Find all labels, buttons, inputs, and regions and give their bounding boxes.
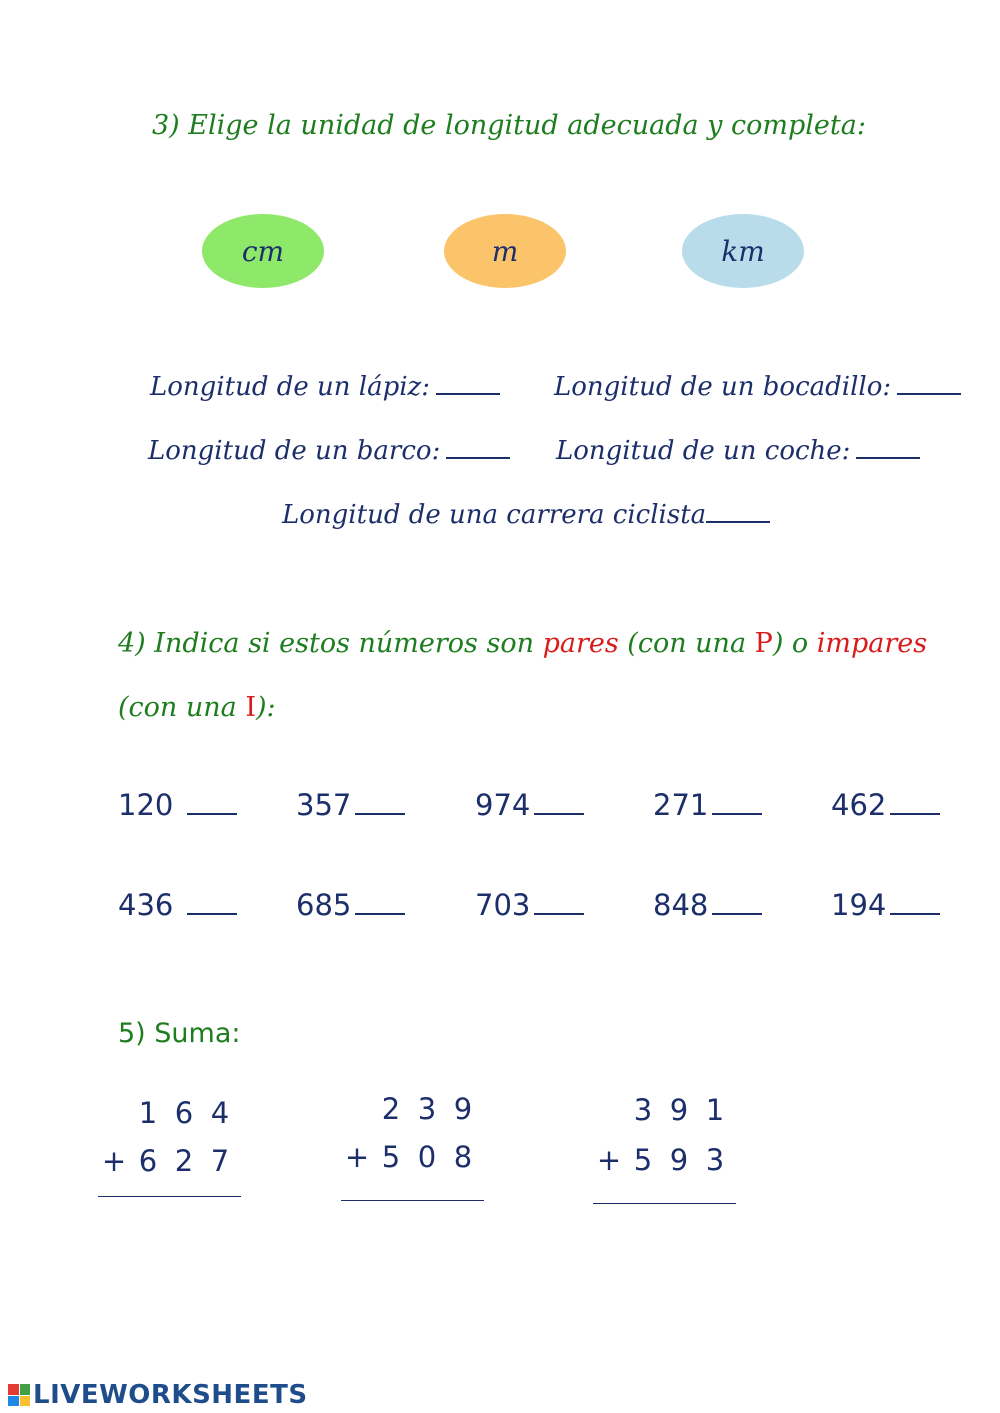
number-value: 703 — [475, 888, 531, 922]
sentence-carrera-text: Longitud de una carrera ciclista — [282, 500, 707, 530]
digit: 6 — [174, 1096, 194, 1130]
plus-sign: + — [344, 1140, 370, 1174]
number-value: 685 — [296, 888, 352, 922]
digit: 3 — [705, 1143, 725, 1177]
digit: 6 — [138, 1144, 158, 1178]
parity-blank[interactable] — [534, 811, 584, 815]
sum-problem-2 — [341, 1092, 491, 1206]
sentence-coche-text: Longitud de un coche: — [556, 436, 851, 466]
parity-blank[interactable] — [534, 911, 584, 915]
answer-blank-carrera[interactable] — [706, 519, 770, 523]
parity-blank[interactable] — [712, 811, 762, 815]
section4-heading-text2: (con una — [618, 628, 755, 659]
digit: 5 — [381, 1140, 401, 1174]
unit-cm-option[interactable] — [202, 214, 324, 288]
digit: 3 — [633, 1093, 653, 1127]
number-item — [118, 788, 237, 822]
sentence-lapiz — [150, 372, 500, 402]
digit: 8 — [453, 1140, 473, 1174]
digit: 7 — [210, 1144, 230, 1178]
sum-top-row — [130, 1096, 238, 1136]
parity-blank[interactable] — [355, 811, 405, 815]
section4-heading-line2 — [118, 692, 276, 723]
sentence-barco — [148, 436, 510, 466]
sentence-bocadillo — [554, 372, 961, 402]
letter-i: I — [245, 692, 257, 723]
sentence-carrera — [282, 500, 770, 530]
answer-blank-barco[interactable] — [446, 455, 510, 459]
sentence-lapiz-text: Longitud de un lápiz: — [150, 372, 431, 402]
parity-blank[interactable] — [890, 811, 940, 815]
section4-heading-text4: (con una — [118, 692, 246, 723]
brand-name: LIVEWORKSHEETS — [33, 1380, 308, 1410]
number-value: 120 — [118, 788, 174, 822]
sentence-barco-text: Longitud de un barco: — [148, 436, 441, 466]
unit-km-option[interactable] — [682, 214, 804, 288]
number-item — [296, 788, 405, 822]
digit: 3 — [417, 1092, 437, 1126]
unit-cm-label: cm — [241, 234, 285, 268]
sum-result-line[interactable] — [341, 1200, 484, 1201]
sum-bottom-row — [98, 1144, 238, 1184]
plus-sign: + — [101, 1144, 127, 1178]
parity-blank[interactable] — [712, 911, 762, 915]
number-item — [475, 888, 584, 922]
digit: 4 — [210, 1096, 230, 1130]
impares-word: impares — [816, 628, 928, 659]
sentence-coche — [556, 436, 920, 466]
sum-problem-1 — [98, 1096, 248, 1206]
sum-top-row — [373, 1092, 481, 1132]
number-value: 848 — [653, 888, 709, 922]
digit: 1 — [705, 1093, 725, 1127]
digit: 1 — [138, 1096, 158, 1130]
digit: 2 — [174, 1144, 194, 1178]
letter-p: P — [754, 628, 773, 659]
numbers-row-1 — [118, 788, 948, 828]
number-value: 974 — [475, 788, 531, 822]
answer-blank-lapiz[interactable] — [436, 391, 500, 395]
section4-heading-text3: ) o — [772, 628, 817, 659]
number-value: 436 — [118, 888, 174, 922]
sum-top-row — [625, 1093, 733, 1133]
section3-heading: 3) Elige la unidad de longitud adecuada y completa: — [152, 110, 866, 141]
digit: 5 — [633, 1143, 653, 1177]
number-value: 462 — [831, 788, 887, 822]
sentence-bocadillo-text: Longitud de un bocadillo: — [554, 372, 892, 402]
digit: 9 — [669, 1093, 689, 1127]
number-value: 194 — [831, 888, 887, 922]
digit: 9 — [453, 1092, 473, 1126]
section5-heading: 5) Suma: — [118, 1018, 241, 1049]
digit: 2 — [381, 1092, 401, 1126]
sum-result-line[interactable] — [98, 1196, 241, 1197]
section4-heading-text5: ): — [256, 692, 276, 723]
answer-blank-bocadillo[interactable] — [897, 391, 961, 395]
liveworksheets-footer — [8, 1380, 308, 1410]
unit-m-label: m — [491, 234, 519, 268]
number-value: 357 — [296, 788, 352, 822]
section4-heading-text1: 4) Indica si estos números son — [118, 628, 543, 659]
numbers-row-2 — [118, 888, 948, 928]
pares-word: pares — [542, 628, 619, 659]
parity-blank[interactable] — [355, 911, 405, 915]
liveworksheets-logo-icon — [8, 1384, 30, 1406]
parity-blank[interactable] — [187, 911, 237, 915]
number-item — [296, 888, 405, 922]
number-item — [475, 788, 584, 822]
parity-blank[interactable] — [890, 911, 940, 915]
plus-sign: + — [596, 1143, 622, 1177]
number-item — [831, 888, 940, 922]
digit: 0 — [417, 1140, 437, 1174]
number-item — [653, 888, 762, 922]
number-value: 271 — [653, 788, 709, 822]
unit-m-option[interactable] — [444, 214, 566, 288]
parity-blank[interactable] — [187, 811, 237, 815]
number-item — [118, 888, 237, 922]
section4-heading-line1 — [118, 628, 927, 659]
sum-result-line[interactable] — [593, 1203, 736, 1204]
answer-blank-coche[interactable] — [856, 455, 920, 459]
digit: 9 — [669, 1143, 689, 1177]
sum-bottom-row — [341, 1140, 481, 1180]
number-item — [831, 788, 940, 822]
sum-problem-3 — [593, 1093, 743, 1207]
sum-bottom-row — [593, 1143, 733, 1183]
number-item — [653, 788, 762, 822]
unit-km-label: km — [721, 234, 765, 268]
